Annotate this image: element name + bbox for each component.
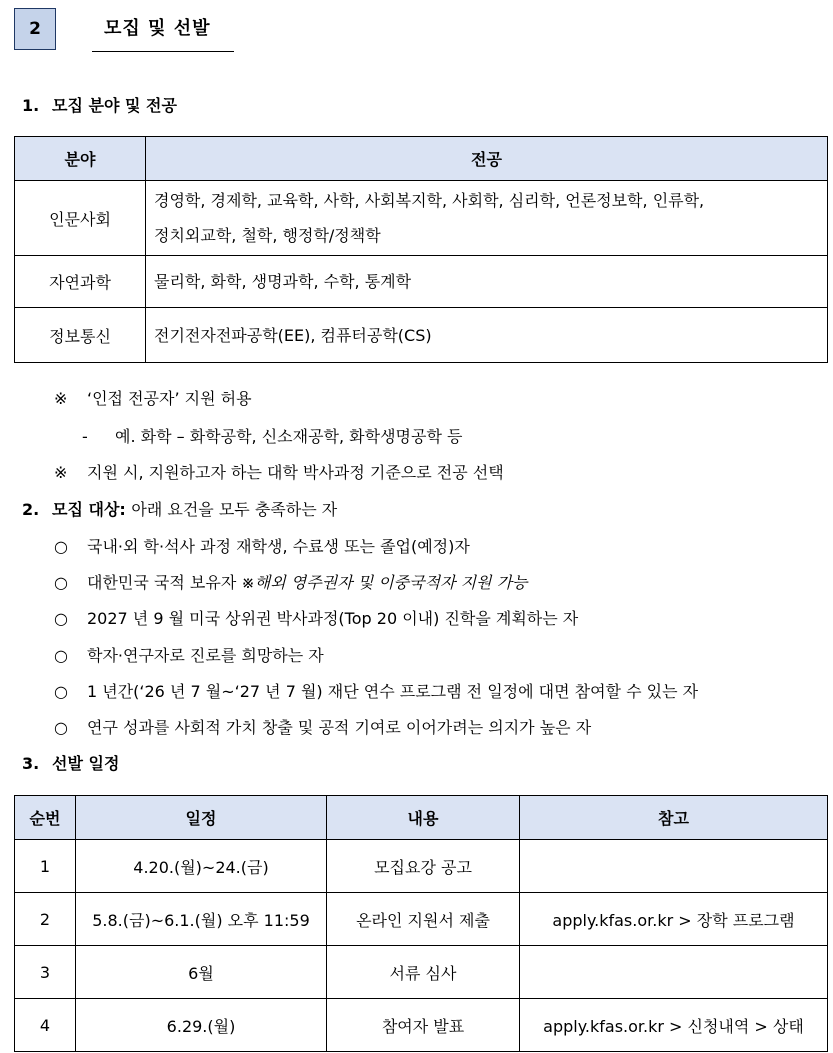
list-item <box>54 643 324 666</box>
fields-table-header <box>15 137 828 181</box>
table-row <box>15 181 828 256</box>
schedule-ref <box>520 840 828 893</box>
bullet: ○ <box>54 537 68 556</box>
table-row <box>15 893 828 946</box>
schedule-heading <box>22 751 119 774</box>
note-mark: ※ <box>54 389 68 408</box>
schedule-content: 참여자 발표 <box>327 999 520 1052</box>
majors-line: 경영학, 경제학, 교육학, 사학, 사회복지학, 사회학, 심리학, 언론정보학, 인류학, <box>154 191 705 210</box>
schedule-content: 서류 심사 <box>327 946 520 999</box>
field-majors <box>146 181 828 256</box>
list-item <box>54 715 591 738</box>
table-row <box>15 256 828 308</box>
schedule-no: 1 <box>15 840 76 893</box>
table-row <box>15 999 828 1052</box>
list-item-text: 대한민국 국적 보유자 <box>87 573 237 592</box>
schedule-ref: apply.kfas.or.kr > 장학 프로그램 <box>520 893 828 946</box>
schedule-col-ref: 참고 <box>520 796 828 840</box>
list-item <box>54 679 698 702</box>
field-name: 자연과학 <box>15 256 146 308</box>
schedule-heading-number: 3. <box>22 754 40 773</box>
list-item-text: 학자·연구자로 진로를 희망하는 자 <box>87 646 324 665</box>
note-text: 지원 시, 지원하고자 하는 대학 박사과정 기준으로 전공 선택 <box>87 463 504 482</box>
eligibility-intro: 아래 요건을 모두 충족하는 자 <box>131 500 338 519</box>
schedule-ref: apply.kfas.or.kr > 신청내역 > 상태 <box>520 999 828 1052</box>
list-item-text: 국내·외 학·석사 과정 재학생, 수료생 또는 졸업(예정)자 <box>87 537 470 556</box>
schedule-date: 5.8.(금)~6.1.(월) 오후 11:59 <box>76 893 327 946</box>
bullet: ○ <box>54 718 68 737</box>
bullet: ○ <box>54 646 68 665</box>
schedule-col-date: 일정 <box>76 796 327 840</box>
note-major-selection <box>54 460 504 483</box>
section-number: 2 <box>29 19 41 39</box>
eligibility-heading-number: 2. <box>22 500 40 519</box>
table-row <box>15 946 828 999</box>
list-item-note: ※해외 영주권자 및 이중국적자 지원 가능 <box>241 573 528 592</box>
schedule-date: 6월 <box>76 946 327 999</box>
bullet: ○ <box>54 573 68 592</box>
schedule-no: 3 <box>15 946 76 999</box>
eligibility-heading-text: 모집 대상: <box>52 500 126 519</box>
field-majors: 물리학, 화학, 생명과학, 수학, 통계학 <box>146 256 828 308</box>
note-text: ‘인접 전공자’ 지원 허용 <box>87 389 252 408</box>
table-row <box>15 308 828 363</box>
schedule-no: 4 <box>15 999 76 1052</box>
fields-heading <box>22 93 177 116</box>
schedule-content: 모집요강 공고 <box>327 840 520 893</box>
bullet: ○ <box>54 609 68 628</box>
eligibility-heading <box>22 497 337 520</box>
note-text: 예. 화학 – 화학공학, 신소재공학, 화학생명공학 등 <box>115 427 463 446</box>
field-name: 정보통신 <box>15 308 146 363</box>
majors-line: 정치외교학, 철학, 행정학/정책학 <box>154 226 381 245</box>
list-item <box>54 534 470 557</box>
note-example <box>82 424 462 447</box>
field-majors: 전기전자전파공학(EE), 컴퓨터공학(CS) <box>146 308 828 363</box>
bullet: ○ <box>54 682 68 701</box>
schedule-date: 4.20.(월)~24.(금) <box>76 840 327 893</box>
list-item-text: 2027 년 9 월 미국 상위권 박사과정(Top 20 이내) 진학을 계획하는 자 <box>87 609 579 628</box>
schedule-col-no: 순번 <box>15 796 76 840</box>
fields-col-major: 전공 <box>146 137 828 181</box>
note-mark: - <box>82 427 88 446</box>
note-adjacent-major <box>54 386 252 409</box>
note-mark: ※ <box>54 463 68 482</box>
fields-heading-text: 모집 분야 및 전공 <box>52 96 177 115</box>
section-number-box <box>14 8 56 50</box>
list-item-text: 1 년간(‘26 년 7 월~‘27 년 7 월) 재단 연수 프로그램 전 일정에 대면 참여할 수 있는 자 <box>87 682 699 701</box>
list-item <box>54 570 528 593</box>
fields-heading-number: 1. <box>22 96 40 115</box>
fields-col-field: 분야 <box>15 137 146 181</box>
list-item <box>54 606 578 629</box>
schedule-col-content: 내용 <box>327 796 520 840</box>
schedule-ref <box>520 946 828 999</box>
schedule-content: 온라인 지원서 제출 <box>327 893 520 946</box>
list-item-text: 연구 성과를 사회적 가치 창출 및 공적 기여로 이어가려는 의지가 높은 자 <box>87 718 592 737</box>
table-row <box>15 840 828 893</box>
schedule-no: 2 <box>15 893 76 946</box>
field-name: 인문사회 <box>15 181 146 256</box>
section-title: 모집 및 선발 <box>92 14 234 52</box>
schedule-heading-text: 선발 일정 <box>52 754 120 773</box>
fields-table <box>14 136 828 363</box>
schedule-date: 6.29.(월) <box>76 999 327 1052</box>
schedule-table <box>14 795 828 1052</box>
schedule-table-header <box>15 796 828 840</box>
